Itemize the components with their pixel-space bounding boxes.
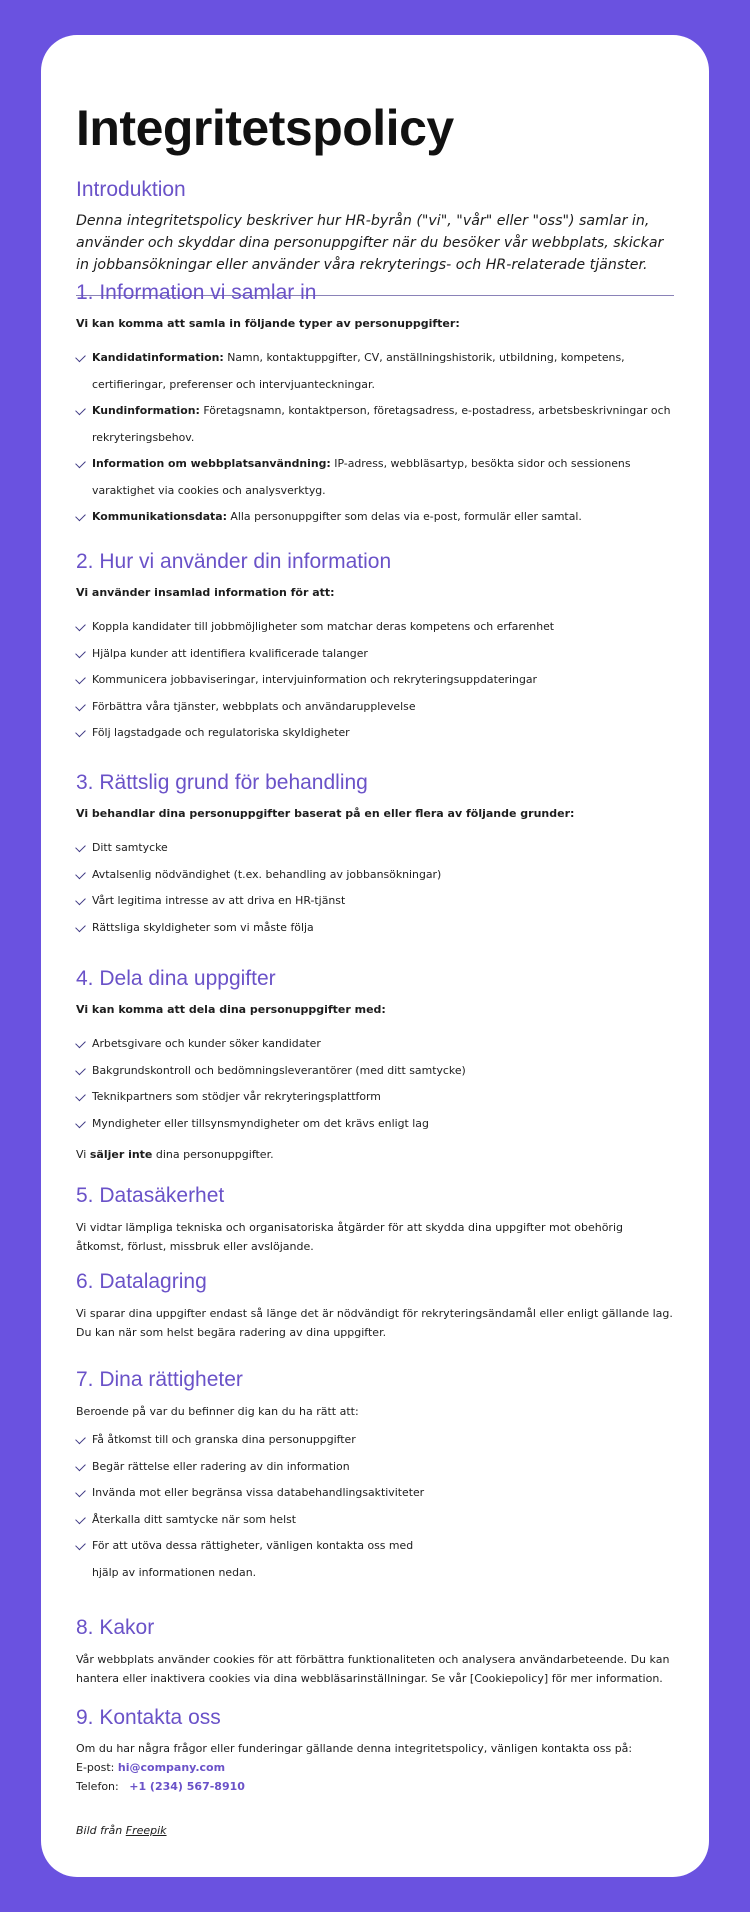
section-text: Om du har några frågor eller funderingar gällande denna integritetspolicy, vänligen kontakta oss på:	[76, 1742, 633, 1755]
check-icon	[75, 868, 86, 879]
list-item: Teknikpartners som stödjer vår rekryteringsplattform	[76, 1084, 674, 1111]
section-legal-basis	[76, 770, 674, 941]
image-credit: Bild från Freepik	[76, 1824, 167, 1837]
section-heading: 6. Datalagring	[76, 1270, 207, 1293]
list-item	[76, 504, 674, 531]
list-item: Följ lagstadgade och regulatoriska skyldigheter	[76, 720, 674, 747]
section-heading: 3. Rättslig grund för behandling	[76, 771, 368, 794]
section-information-collected	[76, 280, 674, 531]
check-icon	[75, 895, 86, 906]
item-text: IP-adress, webbläsartyp, besökta sidor och sessionens varaktighet via cookies och analysverktyg.	[92, 457, 631, 497]
list-item: Avtalsenlig nödvändighet (t.ex. behandling av jobbansökningar)	[76, 862, 674, 889]
email-row	[76, 1758, 674, 1777]
list-item: Ditt samtycke	[76, 835, 674, 862]
phone-link[interactable]: +1 (234) 567-8910	[129, 1780, 245, 1793]
list-item	[76, 451, 674, 504]
section-retention	[76, 1269, 674, 1342]
intro-text: Denna integritetspolicy beskriver hur HR-byrån ("vi", "vår" eller "oss") samlar in, använder och skyddar dina personuppgifter när du besöker vår webbplats, skickar in jobbansökningar eller använder våra rekryterings- och HR-relaterade tjänster.	[76, 213, 664, 273]
list-item: Invända mot eller begränsa vissa databehandlingsaktiviteter	[76, 1480, 674, 1507]
usage-list	[76, 614, 674, 747]
phone-label: Telefon:	[76, 1780, 119, 1793]
section-lead: Beroende på var du befinner dig kan du ha rätt att:	[76, 1405, 359, 1418]
check-icon	[75, 700, 86, 711]
legal-basis-list	[76, 835, 674, 941]
section-heading: 9. Kontakta oss	[76, 1706, 221, 1729]
item-label: Kommunikationsdata:	[92, 510, 227, 523]
sharing-list	[76, 1031, 674, 1137]
check-icon	[75, 1434, 86, 1445]
check-icon	[75, 1064, 86, 1075]
section-lead: Vi kan komma att samla in följande typer av personuppgifter:	[76, 317, 460, 330]
list-item: Förbättra våra tjänster, webbplats och användarupplevelse	[76, 694, 674, 721]
list-item	[76, 398, 674, 451]
policy-card	[41, 35, 709, 1877]
no-sale-note: Vi säljer inte dina personuppgifter.	[76, 1148, 274, 1161]
item-label: Information om webbplatsanvändning:	[92, 457, 331, 470]
check-icon	[75, 511, 86, 522]
section-heading: 8. Kakor	[76, 1616, 155, 1639]
section-sharing	[76, 966, 674, 1164]
check-icon	[75, 621, 86, 632]
list-item: Kommunicera jobbaviseringar, intervjuinformation och rekryteringsuppdateringar	[76, 667, 674, 694]
section-heading: 1. Information vi samlar in	[76, 281, 317, 304]
list-item: Rättsliga skyldigheter som vi måste följa	[76, 915, 674, 942]
section-text: Vår webbplats använder cookies för att förbättra funktionaliteten och analysera användarbeteende. Du kan hantera eller inaktivera cookies via dina webbläsarinställningar. Se vår [Cookiepolicy] för mer information.	[76, 1653, 670, 1685]
check-icon	[75, 1038, 86, 1049]
section-heading: 5. Datasäkerhet	[76, 1184, 225, 1207]
email-link[interactable]: hi@company.com	[117, 1761, 226, 1774]
section-usage	[76, 549, 674, 747]
list-item: Hjälpa kunder att identifiera kvalificerade talanger	[76, 641, 674, 668]
check-icon	[75, 1487, 86, 1498]
page-title: Integritetspolicy	[76, 100, 454, 156]
section-lead: Vi använder insamlad information för att:	[76, 586, 335, 599]
check-icon	[75, 842, 86, 853]
check-icon	[75, 405, 86, 416]
item-text: Alla personuppgifter som delas via e-post, formulär eller samtal.	[226, 510, 582, 523]
collected-data-list	[76, 345, 674, 531]
rights-list	[76, 1427, 674, 1586]
list-item	[76, 345, 674, 398]
list-item: Koppla kandidater till jobbmöjligheter som matchar deras kompetens och erfarenhet	[76, 614, 674, 641]
list-item: Vårt legitima intresse av att driva en HR-tjänst	[76, 888, 674, 915]
check-icon	[75, 727, 86, 738]
section-rights	[76, 1367, 674, 1586]
section-contact	[76, 1705, 674, 1837]
section-cookies	[76, 1615, 674, 1688]
list-item: Begär rättelse eller radering av din information	[76, 1454, 674, 1481]
item-label: Kundinformation:	[92, 404, 200, 417]
section-lead: Vi kan komma att dela dina personuppgifter med:	[76, 1003, 386, 1016]
list-item: Få åtkomst till och granska dina personuppgifter	[76, 1427, 674, 1454]
intro-heading: Introduktion	[76, 178, 186, 201]
phone-row	[76, 1777, 674, 1796]
list-item: För att utöva dessa rättigheter, vänligen kontakta oss med hjälp av informationen nedan.	[76, 1533, 674, 1586]
list-item: Myndigheter eller tillsynsmyndigheter om det krävs enligt lag	[76, 1111, 674, 1138]
email-label: E-post:	[76, 1761, 115, 1774]
check-icon	[75, 1117, 86, 1128]
check-icon	[75, 352, 86, 363]
freepik-link[interactable]: Freepik	[125, 1824, 167, 1837]
check-icon	[75, 921, 86, 932]
check-icon	[75, 647, 86, 658]
section-lead: Vi behandlar dina personuppgifter baserat på en eller flera av följande grunder:	[76, 807, 575, 820]
item-text: Namn, kontaktuppgifter, CV, anställningshistorik, utbildning, kompetens, certifieringar, preferenser och intervjuanteckningar.	[92, 351, 625, 391]
list-item: Bakgrundskontroll och bedömningsleverantörer (med ditt samtycke)	[76, 1058, 674, 1085]
list-item: Arbetsgivare och kunder söker kandidater	[76, 1031, 674, 1058]
section-security	[76, 1183, 674, 1256]
item-label: Kandidatinformation:	[92, 351, 224, 364]
check-icon	[75, 1460, 86, 1471]
check-icon	[75, 1540, 86, 1551]
section-text: Vi sparar dina uppgifter endast så länge det är nödvändigt för rekryteringsändamål eller enligt gällande lag. Du kan när som helst begära radering av dina uppgifter.	[76, 1307, 673, 1339]
section-heading: 7. Dina rättigheter	[76, 1368, 243, 1391]
item-text: Företagsnamn, kontaktperson, företagsadress, e-postadress, arbetsbeskrivningar och rekryteringsbehov.	[92, 404, 671, 444]
list-item: Återkalla ditt samtycke när som helst	[76, 1507, 674, 1534]
section-heading: 4. Dela dina uppgifter	[76, 967, 276, 990]
check-icon	[75, 674, 86, 685]
section-heading: 2. Hur vi använder din information	[76, 550, 392, 573]
check-icon	[75, 1513, 86, 1524]
section-text: Vi vidtar lämpliga tekniska och organisatoriska åtgärder för att skydda dina uppgifter mot obehörig åtkomst, förlust, missbruk eller avslöjande.	[76, 1221, 623, 1253]
check-icon	[75, 1091, 86, 1102]
check-icon	[75, 458, 86, 469]
